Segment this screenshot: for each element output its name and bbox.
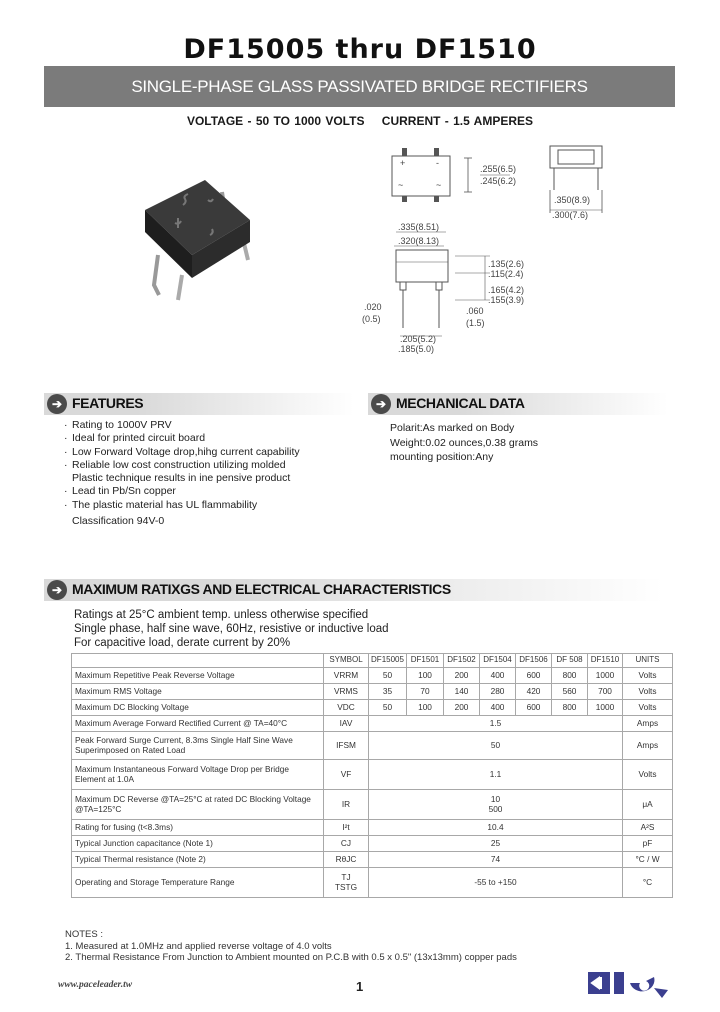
dim-pitch-max: .205(5.2) <box>400 334 437 344</box>
ratings-line: Ratings at 25°C ambient temp. unless otherwise specified <box>74 609 369 621</box>
units-cell: Volts <box>623 699 673 715</box>
table-row <box>72 851 673 867</box>
website-url[interactable]: www.paceleader.tw <box>58 980 133 990</box>
dim-pin-min: .155(3.9) <box>488 295 525 305</box>
value-cell: 35 <box>369 683 407 699</box>
table-row <box>72 789 673 819</box>
arrow-circle-icon: ➔ <box>371 394 391 414</box>
note-item: 1. Measured at 1.0MHz and applied reverse voltage of 4.0 volts <box>65 940 332 952</box>
feature-item: · The plastic material has UL flammability <box>64 499 364 512</box>
units-cell: °C / W <box>623 851 673 867</box>
dim-standoff: .060 <box>466 306 484 316</box>
feature-item-continued: Classification 94V-0 <box>72 515 165 528</box>
dim-pin-max: .165(4.2) <box>488 285 525 295</box>
symbol-cell: VDC <box>324 699 369 715</box>
symbol-cell: RθJC <box>324 851 369 867</box>
units-cell: Amps <box>623 731 673 759</box>
value-cell: 50 <box>369 699 407 715</box>
dim-side-width-max: .350(8.9) <box>554 195 591 205</box>
features-list <box>64 419 364 528</box>
ratings-conditions <box>74 608 389 650</box>
symbol-cell: VF <box>324 759 369 789</box>
value-cell: 800 <box>552 699 588 715</box>
value-cell: 100 <box>407 699 444 715</box>
symbol-cell: CJ <box>324 835 369 851</box>
dim-pitch-min: .185(5.0) <box>398 344 435 354</box>
feature-item: · Lead tin Pb/Sn copper <box>64 485 364 498</box>
units-cell: Volts <box>623 683 673 699</box>
value-cell: 1.5 <box>369 715 623 731</box>
dim-pin-dia-mm: (0.5) <box>362 314 381 324</box>
value-cell: 1000 <box>588 699 623 715</box>
dim-side-width-min: .300(7.6) <box>552 210 589 220</box>
value-cell: 50 <box>369 731 623 759</box>
table-row <box>72 699 673 715</box>
mechanical-mounting: mounting position:Any <box>390 451 494 463</box>
value-cell: 280 <box>480 683 516 699</box>
note-item: 2. Thermal Resistance From Junction to Ambient mounted on P.C.B with 0.5 x 0.5" (13x13mm) copper pads <box>65 952 517 963</box>
table-row <box>72 667 673 683</box>
characteristics-table <box>71 653 673 898</box>
table-row <box>72 731 673 759</box>
table-row <box>72 759 673 789</box>
product-photo <box>130 160 270 305</box>
symbol-cell: IFSM <box>324 731 369 759</box>
parameter-cell: Maximum DC Reverse @TA=25°C at rated DC Blocking Voltage @TA=125°C <box>72 789 324 819</box>
value-cell: 400 <box>480 667 516 683</box>
table-row <box>72 819 673 835</box>
symbol-cell: IR <box>324 789 369 819</box>
table-header-cell: SYMBOL <box>324 654 369 668</box>
page-number: 1 <box>356 979 364 994</box>
page-title: DF15005 thru DF1510 <box>183 34 537 65</box>
table-header-cell: DF1502 <box>444 654 480 668</box>
units-cell: pF <box>623 835 673 851</box>
parameter-cell: Peak Forward Surge Current, 8.3ms Single Half Sine Wave Superimposed on Rated Load <box>72 731 324 759</box>
parameter-cell: Rating for fusing (t<8.3ms) <box>72 819 324 835</box>
table-header-cell: DF1501 <box>407 654 444 668</box>
ratings-line: For capacitive load, derate current by 20% <box>74 637 291 649</box>
mechanical-polarity: Polarit:As marked on Body <box>390 422 515 434</box>
parameter-cell: Maximum Repetitive Peak Reverse Voltage <box>72 667 324 683</box>
value-cell: 10.4 <box>369 819 623 835</box>
ratings-heading <box>44 579 664 601</box>
value-cell: 74 <box>369 851 623 867</box>
svg-text:~: ~ <box>398 180 404 190</box>
units-cell: Volts <box>623 667 673 683</box>
symbol-cell: VRMS <box>324 683 369 699</box>
mechanical-heading <box>368 393 668 415</box>
mechanical-heading-label: MECHANICAL DATA <box>396 395 525 411</box>
pic-logo <box>588 966 672 1000</box>
notes-heading: NOTES : <box>65 929 104 940</box>
table-header-cell: DF15005 <box>369 654 407 668</box>
dim-standoff-mm: (1.5) <box>466 318 485 328</box>
table-header-cell: DF1510 <box>588 654 623 668</box>
dim-pin-dia: .020 <box>364 302 382 312</box>
value-cell: -55 to +150 <box>369 867 623 897</box>
table-row <box>72 683 673 699</box>
notes <box>65 929 517 964</box>
table-header-cell <box>72 654 324 668</box>
table-row <box>72 715 673 731</box>
value-cell: 50 <box>369 667 407 683</box>
arrow-circle-icon: ➔ <box>47 394 67 414</box>
value-cell: 400 <box>480 699 516 715</box>
feature-item: · Rating to 1000V PRV <box>64 419 364 432</box>
dim-body-width-min: .320(8.13) <box>398 236 440 246</box>
table-header-cell: UNITS <box>623 654 673 668</box>
value-cell: 560 <box>552 683 588 699</box>
feature-item: · Low Forward Voltage drop,hihg current capability <box>64 446 364 459</box>
dim-lead-min: .115(2.4) <box>488 269 524 279</box>
value-cell: 420 <box>516 683 552 699</box>
table-header-cell: DF1506 <box>516 654 552 668</box>
feature-item: · Ideal for printed circuit board <box>64 432 364 445</box>
units-cell: Amps <box>623 715 673 731</box>
mechanical-weight: Weight:0.02 ounces,0.38 grams <box>390 436 539 449</box>
value-cell: 70 <box>407 683 444 699</box>
parameter-cell: Operating and Storage Temperature Range <box>72 867 324 897</box>
svg-text:+: + <box>400 158 406 168</box>
features-heading-label: FEATURES <box>72 395 144 411</box>
table-row <box>72 867 673 897</box>
value-cell: 10 500 <box>369 789 623 819</box>
dim-lead-max: .135(2.6) <box>488 259 525 269</box>
value-cell: 100 <box>407 667 444 683</box>
feature-item-continued: Plastic technique results in ine pensive product <box>72 472 291 485</box>
parameter-cell: Maximum DC Blocking Voltage <box>72 699 324 715</box>
dim-top-height-max: .255(6.5) <box>480 164 517 174</box>
ratings-heading-label: MAXIMUM RATIXGS AND ELECTRICAL CHARACTERISTICS <box>72 581 451 597</box>
units-cell: Volts <box>623 759 673 789</box>
dimension-drawing <box>360 138 630 363</box>
value-cell: 600 <box>516 699 552 715</box>
value-cell: 700 <box>588 683 623 699</box>
table-row <box>72 835 673 851</box>
symbol-cell: VRRM <box>324 667 369 683</box>
value-cell: 140 <box>444 683 480 699</box>
value-cell: 800 <box>552 667 588 683</box>
table-header-cell: DF1504 <box>480 654 516 668</box>
symbol-cell: IAV <box>324 715 369 731</box>
parameter-cell: Typical Junction capacitance (Note 1) <box>72 835 324 851</box>
value-cell: 1.1 <box>369 759 623 789</box>
feature-item: · Reliable low cost construction utilizing molded <box>64 459 364 472</box>
parameter-cell: Typical Thermal resistance (Note 2) <box>72 851 324 867</box>
value-cell: 200 <box>444 699 480 715</box>
features-heading <box>44 393 354 415</box>
symbol-cell: TJ TSTG <box>324 867 369 897</box>
value-cell: 200 <box>444 667 480 683</box>
units-cell: μA <box>623 789 673 819</box>
units-cell: A²S <box>623 819 673 835</box>
mechanical-data <box>390 421 538 465</box>
value-cell: 600 <box>516 667 552 683</box>
svg-text:-: - <box>436 158 439 168</box>
svg-text:~: ~ <box>436 180 442 190</box>
dim-body-width-max: .335(8.51) <box>398 222 440 232</box>
symbol-cell: I²t <box>324 819 369 835</box>
voltage-current-subtitle: VOLTAGE - 50 TO 1000 VOLTS CURRENT - 1.5 AMPERES <box>186 114 534 128</box>
value-cell: 1000 <box>588 667 623 683</box>
table-header-cell: DF 508 <box>552 654 588 668</box>
title-banner: SINGLE-PHASE GLASS PASSIVATED BRIDGE RECTIFIERS <box>44 66 675 107</box>
value-cell: 25 <box>369 835 623 851</box>
parameter-cell: Maximum Instantaneous Forward Voltage Drop per Bridge Element at 1.0A <box>72 759 324 789</box>
parameter-cell: Maximum RMS Voltage <box>72 683 324 699</box>
units-cell: °C <box>623 867 673 897</box>
arrow-circle-icon: ➔ <box>47 580 67 600</box>
dim-top-height-min: .245(6.2) <box>480 176 517 186</box>
ratings-line: Single phase, half sine wave, 60Hz, resistive or inductive load <box>74 623 389 635</box>
parameter-cell: Maximum Average Forward Rectified Current @ TA=40°C <box>72 715 324 731</box>
